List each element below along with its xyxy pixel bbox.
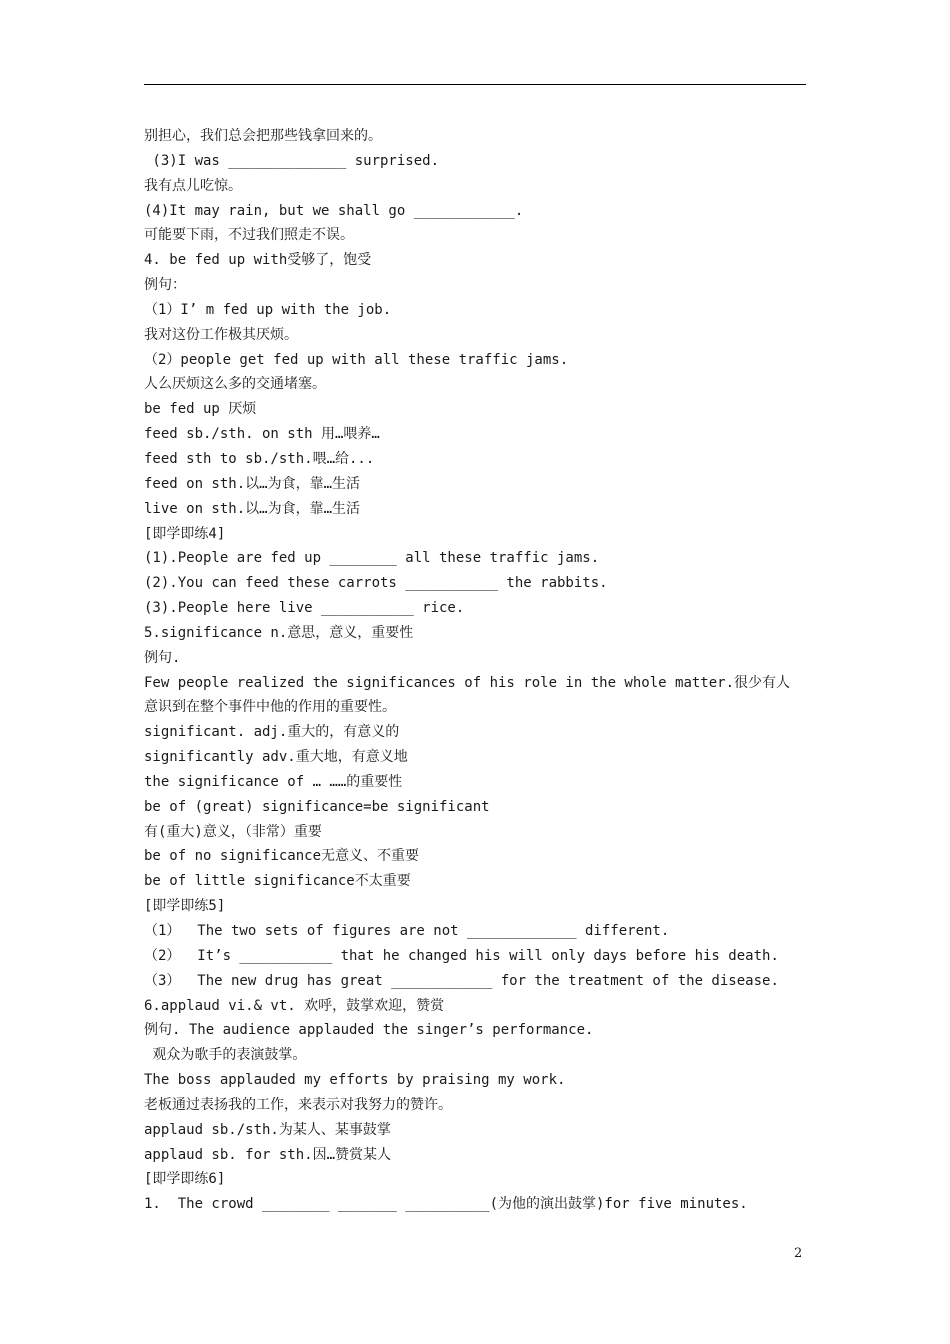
text-line: 人么厌烦这么多的交通堵塞。 xyxy=(144,376,326,393)
text-line: feed on sth.以…为食，靠…生活 xyxy=(144,475,361,492)
text-line: （1） The two sets of figures are not _____________ different. xyxy=(144,923,670,939)
text-line: be of no significance无意义、不重要 xyxy=(144,848,420,865)
text-line: (3)I was ______________ surprised. xyxy=(144,152,440,169)
text-line: 例句： xyxy=(144,277,186,294)
text-line: applaud sb. for sth.因…赞赏某人 xyxy=(144,1146,392,1163)
text-line: Few people realized the significances of his role in the whole matter.很少有人 xyxy=(144,674,791,691)
text-line: （2）people get fed up with all these traffic jams. xyxy=(144,351,569,368)
text-line: be fed up 厌烦 xyxy=(144,401,257,418)
text-line: （3） The new drug has great ____________ for the treatment of the disease. xyxy=(144,972,779,989)
text-line: 例句. The audience applauded the singer’s performance. xyxy=(144,1022,594,1039)
text-line: 我对这份工作极其厌烦。 xyxy=(144,326,298,343)
text-line: [即学即练4] xyxy=(144,525,226,542)
text-line: 5.significance n.意思，意义，重要性 xyxy=(144,624,414,641)
text-line: significant. adj.重大的，有意义的 xyxy=(144,724,400,741)
text-line: 1. The crowd ________ _______ __________(为他的演出鼓掌)for five minutes. xyxy=(144,1196,748,1213)
text-line: (4)It may rain, but we shall go ____________. xyxy=(144,202,524,219)
text-line: feed sb./sth. on sth 用…喂养… xyxy=(144,426,380,443)
text-line: 可能要下雨，不过我们照走不误。 xyxy=(144,227,354,244)
text-line: (2).You can feed these carrots ___________ the rabbits. xyxy=(144,575,608,592)
text-line: significantly adv.重大地，有意义地 xyxy=(144,749,408,766)
text-line: the significance of … ……的重要性 xyxy=(144,773,403,790)
text-line: 6.applaud vi.& vt. 欢呼，鼓掌欢迎，赞赏 xyxy=(144,997,445,1014)
text-line: （2） It’s ___________ that he changed his will only days before his death. xyxy=(144,947,779,964)
text-line: [即学即练5] xyxy=(144,898,226,915)
text-line: live on sth.以…为食，靠…生活 xyxy=(144,500,361,517)
text-line: feed sth to sb./sth.喂…给... xyxy=(144,450,375,467)
text-line: 4. be fed up with受够了，饱受 xyxy=(144,252,372,269)
text-line: [即学即练6] xyxy=(144,1171,226,1188)
text-line: (1).People are fed up ________ all these traffic jams. xyxy=(144,550,600,567)
header-rule xyxy=(144,84,806,85)
document-body xyxy=(144,124,814,1217)
text-line: applaud sb./sth.为某人、某事鼓掌 xyxy=(144,1121,391,1138)
text-line: be of little significance不太重要 xyxy=(144,873,411,890)
page-number: 2 xyxy=(794,1246,803,1261)
text-line: (3).People here live ___________ rice. xyxy=(144,600,465,617)
text-line: 别担心，我们总会把那些钱拿回来的。 xyxy=(144,128,382,144)
text-line: The boss applauded my efforts by praising my work. xyxy=(144,1072,566,1089)
text-line: 例句. xyxy=(144,649,181,666)
text-line: 观众为歌手的表演鼓掌。 xyxy=(144,1047,307,1064)
text-line: 我有点儿吃惊。 xyxy=(144,177,242,194)
text-line: （1）I’ m fed up with the job. xyxy=(144,301,392,318)
text-line: 意识到在整个事件中他的作用的重要性。 xyxy=(144,699,396,716)
text-line: 有(重大)意义，（非常）重要 xyxy=(144,823,322,840)
text-line: be of (great) significance=be significant xyxy=(144,798,490,815)
text-line: 老板通过表扬我的工作，来表示对我努力的赞许。 xyxy=(144,1096,452,1113)
